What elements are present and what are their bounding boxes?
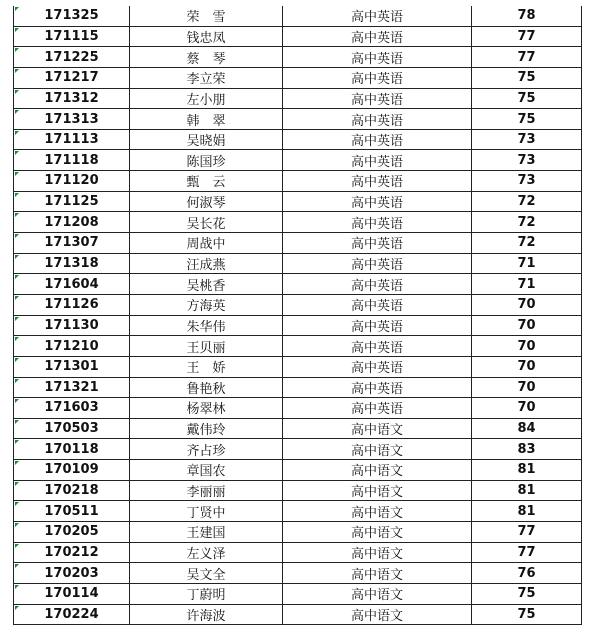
cell-name: 荣 雪 <box>130 6 283 26</box>
cell-score: 75 <box>472 109 582 130</box>
cell-subject: 高中英语 <box>283 6 472 26</box>
cell-name: 许海波 <box>130 604 283 625</box>
cell-exam-id: 171313 <box>14 109 130 130</box>
cell-subject: 高中英语 <box>283 212 472 233</box>
cell-name: 周战中 <box>130 233 283 254</box>
cell-name: 方海英 <box>130 294 283 315</box>
cell-name: 王建国 <box>130 522 283 543</box>
cell-subject: 高中英语 <box>283 109 472 130</box>
table-row <box>14 253 582 274</box>
table-row <box>14 26 582 47</box>
table-row <box>14 460 582 481</box>
cell-name: 陈国珍 <box>130 150 283 171</box>
cell-score: 76 <box>472 563 582 584</box>
cell-exam-id: 170503 <box>14 418 130 439</box>
cell-score: 73 <box>472 171 582 192</box>
cell-exam-id: 171225 <box>14 47 130 68</box>
cell-subject: 高中英语 <box>283 171 472 192</box>
cell-exam-id: 170218 <box>14 480 130 501</box>
cell-name: 王贝丽 <box>130 336 283 357</box>
cell-subject: 高中语文 <box>283 604 472 625</box>
cell-exam-id: 170511 <box>14 501 130 522</box>
cell-subject: 高中英语 <box>283 191 472 212</box>
table-row <box>14 212 582 233</box>
cell-exam-id: 171318 <box>14 253 130 274</box>
cell-exam-id: 171113 <box>14 129 130 150</box>
cell-name: 戴伟玲 <box>130 418 283 439</box>
cell-exam-id: 171120 <box>14 171 130 192</box>
cell-exam-id: 171604 <box>14 274 130 295</box>
cell-name: 王 娇 <box>130 356 283 377</box>
cell-score: 77 <box>472 542 582 563</box>
table-row <box>14 356 582 377</box>
cell-score: 81 <box>472 460 582 481</box>
cell-exam-id: 171217 <box>14 67 130 88</box>
cell-score: 70 <box>472 356 582 377</box>
table-row <box>14 583 582 604</box>
cell-score: 75 <box>472 583 582 604</box>
cell-subject: 高中英语 <box>283 377 472 398</box>
cell-subject: 高中英语 <box>283 150 472 171</box>
cell-exam-id: 171126 <box>14 294 130 315</box>
cell-subject: 高中语文 <box>283 460 472 481</box>
cell-score: 71 <box>472 274 582 295</box>
cell-name: 鲁艳秋 <box>130 377 283 398</box>
cell-score: 77 <box>472 26 582 47</box>
table-row <box>14 6 582 26</box>
cell-subject: 高中语文 <box>283 522 472 543</box>
table-row <box>14 604 582 625</box>
cell-name: 李丽丽 <box>130 480 283 501</box>
cell-name: 甄 云 <box>130 171 283 192</box>
table-row <box>14 294 582 315</box>
cell-score: 75 <box>472 604 582 625</box>
table-row <box>14 315 582 336</box>
cell-score: 75 <box>472 67 582 88</box>
cell-score: 81 <box>472 480 582 501</box>
cell-subject: 高中语文 <box>283 418 472 439</box>
cell-exam-id: 171307 <box>14 233 130 254</box>
cell-subject: 高中英语 <box>283 274 472 295</box>
cell-subject: 高中英语 <box>283 88 472 109</box>
cell-subject: 高中英语 <box>283 398 472 419</box>
cell-name: 丁蔚明 <box>130 583 283 604</box>
table-body <box>14 6 582 625</box>
table-row <box>14 418 582 439</box>
cell-score: 70 <box>472 294 582 315</box>
cell-score: 77 <box>472 522 582 543</box>
cell-exam-id: 171301 <box>14 356 130 377</box>
cell-subject: 高中语文 <box>283 501 472 522</box>
table-row <box>14 88 582 109</box>
score-table <box>13 6 582 625</box>
cell-name: 钱忠凤 <box>130 26 283 47</box>
table-row <box>14 47 582 68</box>
cell-exam-id: 170212 <box>14 542 130 563</box>
cell-subject: 高中语文 <box>283 480 472 501</box>
cell-subject: 高中英语 <box>283 67 472 88</box>
cell-exam-id: 171125 <box>14 191 130 212</box>
cell-score: 84 <box>472 418 582 439</box>
cell-name: 蔡 琴 <box>130 47 283 68</box>
table-row <box>14 542 582 563</box>
cell-subject: 高中英语 <box>283 47 472 68</box>
cell-exam-id: 171603 <box>14 398 130 419</box>
cell-name: 丁贤中 <box>130 501 283 522</box>
cell-score: 73 <box>472 150 582 171</box>
cell-score: 70 <box>472 336 582 357</box>
cell-exam-id: 170224 <box>14 604 130 625</box>
cell-exam-id: 171210 <box>14 336 130 357</box>
cell-subject: 高中英语 <box>283 26 472 47</box>
cell-name: 齐占珍 <box>130 439 283 460</box>
cell-score: 75 <box>472 88 582 109</box>
table-row <box>14 150 582 171</box>
cell-score: 72 <box>472 233 582 254</box>
table-row <box>14 233 582 254</box>
cell-name: 何淑琴 <box>130 191 283 212</box>
table-row <box>14 191 582 212</box>
cell-name: 吴桃香 <box>130 274 283 295</box>
table-row <box>14 439 582 460</box>
table-row <box>14 522 582 543</box>
table-row <box>14 398 582 419</box>
cell-exam-id: 170118 <box>14 439 130 460</box>
table-row <box>14 171 582 192</box>
cell-exam-id: 171325 <box>14 6 130 26</box>
cell-name: 左义泽 <box>130 542 283 563</box>
table-row <box>14 480 582 501</box>
cell-score: 72 <box>472 191 582 212</box>
cell-subject: 高中英语 <box>283 336 472 357</box>
cell-name: 章国农 <box>130 460 283 481</box>
cell-score: 73 <box>472 129 582 150</box>
cell-subject: 高中语文 <box>283 439 472 460</box>
cell-exam-id: 170205 <box>14 522 130 543</box>
cell-exam-id: 171115 <box>14 26 130 47</box>
cell-subject: 高中英语 <box>283 315 472 336</box>
cell-subject: 高中语文 <box>283 583 472 604</box>
table-row <box>14 336 582 357</box>
table-row <box>14 109 582 130</box>
cell-score: 81 <box>472 501 582 522</box>
cell-score: 70 <box>472 398 582 419</box>
cell-name: 吴文全 <box>130 563 283 584</box>
cell-name: 吴晓娟 <box>130 129 283 150</box>
cell-subject: 高中英语 <box>283 253 472 274</box>
cell-name: 左小朋 <box>130 88 283 109</box>
cell-score: 83 <box>472 439 582 460</box>
table-row <box>14 129 582 150</box>
cell-name: 吴长花 <box>130 212 283 233</box>
cell-exam-id: 170109 <box>14 460 130 481</box>
cell-name: 李立荣 <box>130 67 283 88</box>
cell-subject: 高中英语 <box>283 356 472 377</box>
cell-exam-id: 171312 <box>14 88 130 109</box>
table-row <box>14 274 582 295</box>
cell-subject: 高中语文 <box>283 563 472 584</box>
cell-name: 朱华伟 <box>130 315 283 336</box>
cell-subject: 高中语文 <box>283 542 472 563</box>
cell-exam-id: 171321 <box>14 377 130 398</box>
cell-name: 汪成燕 <box>130 253 283 274</box>
cell-score: 77 <box>472 47 582 68</box>
table-row <box>14 67 582 88</box>
cell-subject: 高中英语 <box>283 233 472 254</box>
cell-name: 韩 翠 <box>130 109 283 130</box>
cell-exam-id: 171208 <box>14 212 130 233</box>
table-row <box>14 563 582 584</box>
cell-exam-id: 171130 <box>14 315 130 336</box>
cell-score: 78 <box>472 6 582 26</box>
table-row <box>14 501 582 522</box>
cell-score: 71 <box>472 253 582 274</box>
cell-score: 72 <box>472 212 582 233</box>
cell-subject: 高中英语 <box>283 294 472 315</box>
cell-subject: 高中英语 <box>283 129 472 150</box>
cell-exam-id: 170203 <box>14 563 130 584</box>
cell-exam-id: 170114 <box>14 583 130 604</box>
cell-exam-id: 171118 <box>14 150 130 171</box>
cell-name: 杨翠林 <box>130 398 283 419</box>
table-row <box>14 377 582 398</box>
cell-score: 70 <box>472 377 582 398</box>
cell-score: 70 <box>472 315 582 336</box>
